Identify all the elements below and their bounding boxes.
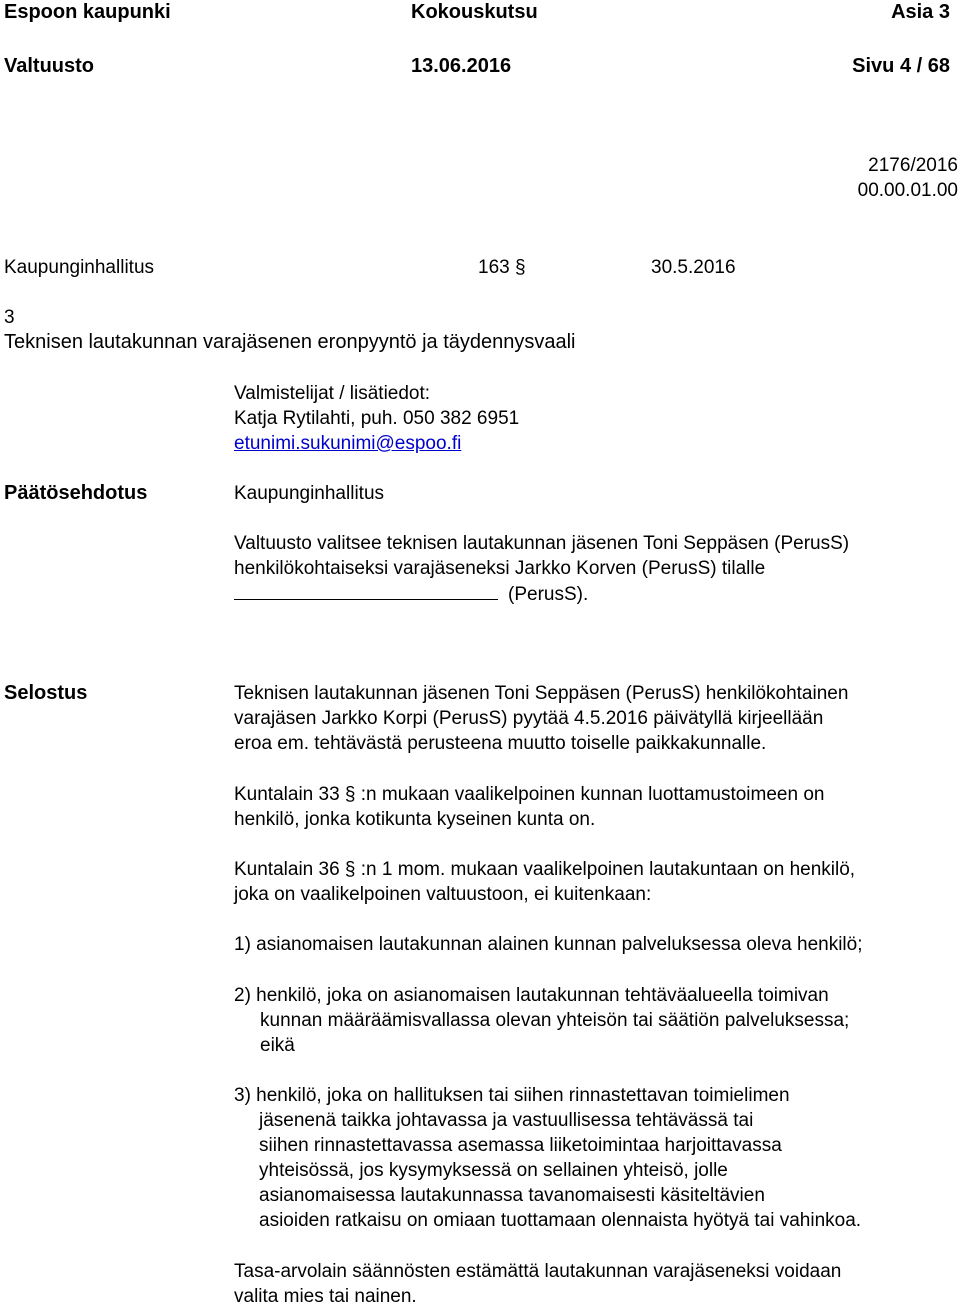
proposal-heading: Päätösehdotus (4, 482, 148, 504)
section-symbol: § (514, 257, 526, 278)
page-number: Sivu 4 / 68 (852, 55, 950, 77)
preparer-contact: Katja Rytilahti, puh. 050 382 6951 (234, 408, 520, 429)
diary-number: 2176/2016 (868, 155, 958, 176)
reference-block (858, 153, 958, 203)
explanation-p2: Kuntalain 33 § :n mukaan vaalikelpoinen kunnan luottamustoimeen on henkilö, jonka kotikunta kyseinen kunta on. (234, 784, 825, 830)
explanation-heading: Selostus (4, 682, 88, 704)
previous-body: Kaupunginhallitus (4, 257, 155, 278)
item-number: 3 (4, 307, 15, 328)
item-title: Teknisen lautakunnan varajäsenen eronpyyntö ja täydennysvaali (4, 331, 576, 353)
list-item-1: 1) asianomaisen lautakunnan alainen kunnan palveluksessa oleva henkilö; (234, 934, 863, 955)
list-item-3: 3) henkilö, joka on hallituksen tai siihen rinnastettavan toimielimen jäsenenä taikka johtavassa ja vastuullisessa tehtävässä tai siihen rinnastettavassa asemassa liiketoimintaa harjoittavassa yhteisössä, jos kysymyksessä on sellainen yhteisö, jolle asianomaisessa lautakunnassa tavanomaisesti käsiteltävien asioiden ratkaisu on omiaan tuottamaan olennaista hyötyä tai vahinkoa. (234, 1085, 862, 1231)
previous-date: 30.5.2016 (651, 257, 736, 278)
explanation-p4: Tasa-arvolain säännösten estämättä lautakunnan varajäseneksi voidaan valita mies tai nainen. (234, 1261, 842, 1307)
archive-code: 00.00.01.00 (857, 180, 958, 201)
previous-section: 163 § (478, 257, 526, 278)
proposal-text: Valtuusto valitsee teknisen lautakunnan jäsenen Toni Seppäsen (PerusS) henkilökohtaiseksi varajäseneksi Jarkko Korven (PerusS) tilalle (PerusS). (234, 533, 850, 605)
explanation-p1: Teknisen lautakunnan jäsenen Toni Seppäsen (PerusS) henkilökohtainen varajäsen Jarkko Korpi (PerusS) pyytää 4.5.2016 päivätyllä kirjeellään eroa em. tehtävästä perusteena muutto toiselle paikkakunnalle. (234, 683, 849, 754)
meeting-date: 13.06.2016 (411, 55, 512, 77)
preparers-label: Valmistelijat / lisätiedot: (234, 383, 431, 404)
document-type: Kokouskutsu (411, 1, 538, 23)
explanation-p3: Kuntalain 36 § :n 1 mom. mukaan vaalikelpoinen lautakuntaan on henkilö, joka on vaalikelpoinen valtuustoon, ei kuitenkaan: (234, 859, 856, 905)
list-item-2: 2) henkilö, joka on asianomaisen lautakunnan tehtäväalueella toimivan kunnan määräämisvallassa olevan yhteisön tai säätiön palveluksessa; eikä (234, 985, 850, 1056)
email-link[interactable]: etunimi.sukunimi@espoo.fi (234, 433, 462, 454)
org-name: Espoon kaupunki (4, 1, 171, 23)
item-label: Asia 3 (891, 1, 950, 23)
body-name: Valtuusto (4, 55, 95, 77)
preparers-block (234, 381, 519, 456)
blank-fill-line (234, 581, 498, 600)
proposal-by: Kaupunginhallitus (234, 483, 385, 504)
